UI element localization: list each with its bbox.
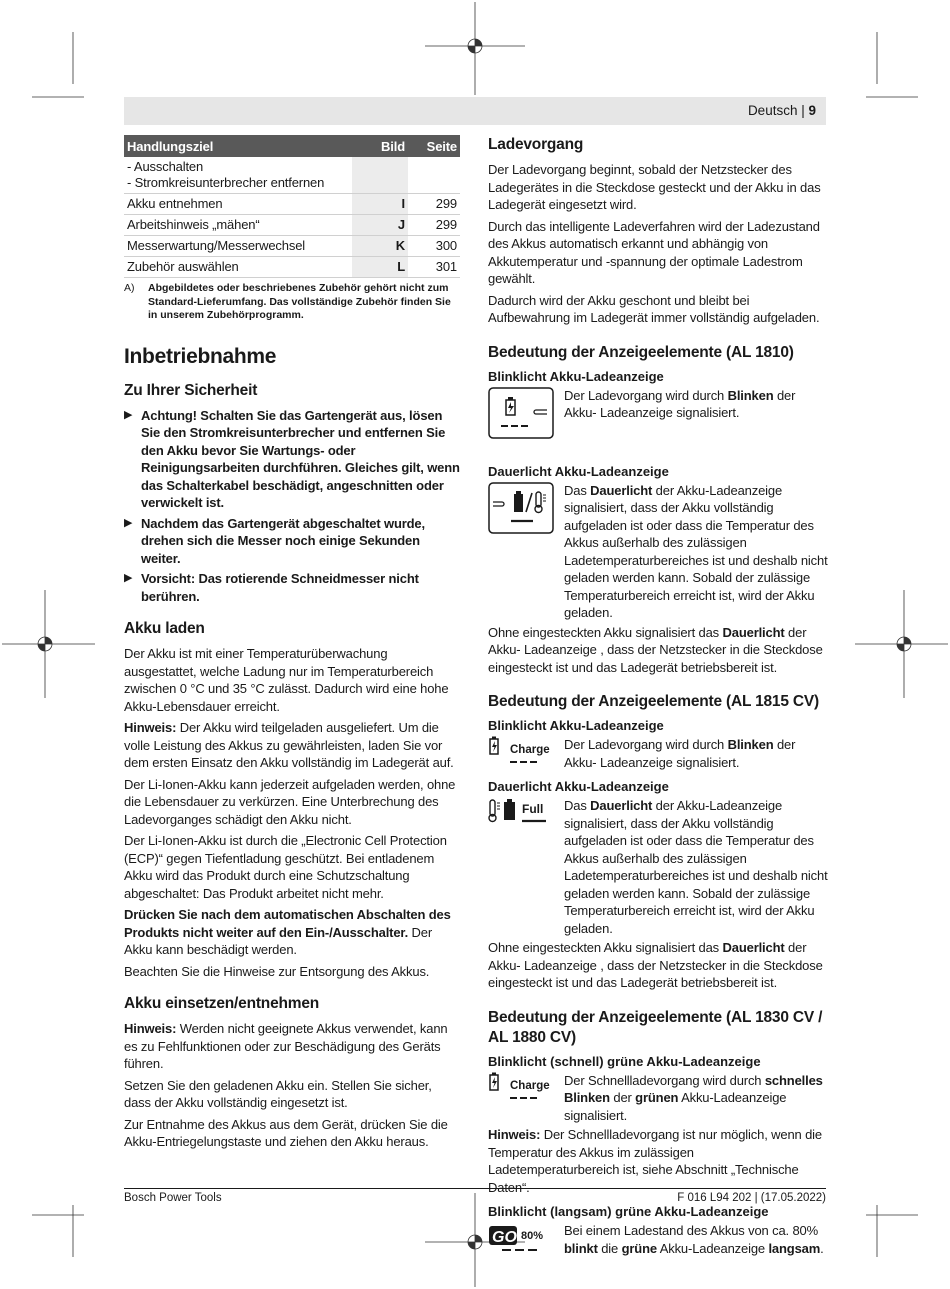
charge-note [124, 719, 460, 772]
table-cell-bild: I [352, 194, 408, 215]
text-bold: Dauerlicht [722, 624, 785, 640]
al1830-heading: Bedeutung der Anzeigeelemente (AL 1830 CV / AL 1880 CV) [488, 1008, 823, 1046]
text-part: Der Ladevorgang wird durch [564, 737, 728, 752]
charge-paragraph: Der Li-Ionen-Akku ist durch die „Electronic Cell Protection (ECP)“ gegen Tiefentladung geschützt. Bei entladenem Akku wird das Produkt durch eine Schutzschaltung abgeschaltet: Das Produkt arbeitet nicht mehr. [124, 833, 447, 901]
table-cell-goal: Zubehör auswählen [124, 257, 352, 278]
arrow-icon: ▶ [124, 572, 133, 584]
al1815-blink-text [564, 736, 828, 771]
text-part: die [597, 1240, 622, 1256]
al1810-blink-heading: Blinklicht Akku-Ladeanzeige [488, 368, 664, 384]
insert-heading: Akku einsetzen/entnehmen [124, 995, 320, 1012]
table-header-goal: Handlungsziel [124, 135, 352, 157]
charge-paragraph: Beachten Sie die Hinweise zur Entsorgung des Akkus. [124, 963, 430, 979]
ladevorgang-paragraph: Durch das intelligente Ladeverfahren wird der Ladezustand des Akkus automatisch erkannt und abhängig von Akkutemperatur und -spannung der optimale Ladestrom gewählt. [488, 218, 820, 286]
al1810-dauer-indicator [488, 482, 828, 622]
header-text: Deutsch | 9 [747, 103, 816, 118]
al1815-dauer-indicator [488, 797, 828, 937]
page-header [124, 97, 826, 125]
al1830-fast-heading: Blinklicht (schnell) grüne Akku-Ladeanzeige [488, 1053, 761, 1069]
insert-paragraph: Zur Entnahme des Akkus aus dem Gerät, drücken Sie die Akku-Entriegelungstaste und ziehen den Akku heraus. [124, 1116, 448, 1149]
table-cell-goal: - Ausschalten - Stromkreisunterbrecher entfernen [124, 157, 352, 194]
charge-paragraph: Der Akku ist mit einer Temperaturüberwachung ausgestattet, welche Ladung nur im Temperaturbereich zwischen 0 °C und 35 °C zulässt. Dadurch wird eine hohe Akku-Lebensdauer erreicht. [124, 646, 449, 714]
arrow-icon: ▶ [124, 516, 133, 529]
ladevorgang-paragraph: Der Ladevorgang beginnt, sobald der Netzstecker des Ladegerätes in die Steckdose gesteckt und der Akku in das Ladegerät eingesetzt wird. [488, 162, 821, 212]
text-part: Akku-Ladeanzeige signalisiert. [564, 1090, 787, 1123]
charger-blink-icon [488, 387, 556, 444]
table-row [124, 215, 460, 236]
al1815-dauer-text [564, 797, 828, 937]
text-part: Ohne eingesteckten Akku signalisiert das [488, 940, 723, 955]
warning-text: Nachdem das Gartengerät abgeschaltet wurde, drehen sich die Messer noch einige Sekunden weiter. [141, 515, 425, 566]
left-column [124, 135, 460, 1155]
table-footnote [124, 282, 460, 323]
table-cell-seite: 299 [408, 215, 460, 236]
full-steady-icon [488, 797, 556, 834]
table-cell-seite: 300 [408, 236, 460, 257]
text-part: der Akku- Ladeanzeige signalisiert. [564, 387, 796, 420]
right-column [488, 135, 828, 1265]
text-bold: Dauerlicht [590, 482, 653, 498]
charger-steady-icon [488, 482, 556, 539]
text-part: der Akku- Ladeanzeige , dass der Netzstecker in die Steckdose eingesteckt ist und das Ladegerät betriebsbereit ist. [488, 940, 823, 990]
text-part: Bei einem Ladestand des Akkus von ca. 80% [564, 1223, 819, 1238]
text-bold: langsam [768, 1240, 821, 1256]
al1810-blink-indicator [488, 387, 828, 444]
text-part: der Akku- Ladeanzeige , dass der Netzstecker in die Steckdose eingesteckt ist und das Ladegerät betriebsbereit ist. [488, 624, 823, 675]
text-part: Akku-Ladeanzeige [656, 1240, 769, 1256]
charge-warning [124, 906, 460, 959]
charge-paragraph: Der Li-Ionen-Akku kann jederzeit aufgeladen werden, ohne die Lebensdauer zu verkürzen. Eine Unterbrechung des Ladevorganges schädigt den Akku nicht. [124, 776, 456, 827]
warning-text: Vorsicht: Das rotierende Schneidmesser nicht berühren. [141, 571, 419, 604]
table-cell-bild: L [352, 257, 408, 278]
text-part: Das [564, 798, 591, 813]
text-bold: schnelles Blinken [564, 1072, 823, 1105]
charge-heading: Akku laden [124, 620, 205, 637]
al1810-dauer-heading: Dauerlicht Akku-Ladeanzeige [488, 463, 669, 479]
text-bold: grünen [635, 1090, 679, 1105]
arrow-icon: ▶ [124, 408, 133, 421]
table-cell-goal: Arbeitshinweis „mähen“ [124, 215, 352, 236]
table-row [124, 157, 460, 194]
full-label: Full [522, 802, 544, 816]
footnote-marker: A) [124, 282, 135, 294]
page-number: 9 [808, 103, 816, 118]
text-bold: Dauerlicht [722, 940, 785, 955]
text-part: der Akku- Ladeanzeige signalisiert. [564, 737, 796, 770]
note-text: Der Akku wird teilgeladen ausgeliefert. Um die volle Leistung des Akkus zu gewährleisten, laden Sie vor dem ersten Einsatz den Akku vollständig im Ladegerät auf. [124, 720, 454, 770]
text-part: Der Ladevorgang wird durch [564, 387, 728, 403]
warning-text: Achtung! Schalten Sie das Gartengerät aus, lösen Sie den Stromkreisunterbrecher und entfernen Sie den Akku bevor Sie Wartungs- oder Reinigungsarbeiten durchführen. Gleiches gilt, wenn das Schalterkabel beschädigt, angeschnitten oder verwickelt ist. [141, 407, 460, 510]
warning-rest: Der Akku kann beschädigt werden. [124, 924, 433, 957]
note-text: Der Schnellladevorgang ist nur möglich, wenn die Temperatur des Akkus im zulässigen Ladetemperaturbereich ist, siehe Abschnitt „Technische Daten“. [488, 1127, 822, 1195]
note-label: Hinweis: [124, 1021, 177, 1036]
section-title: Inbetriebnahme [124, 344, 277, 368]
al1830-slow-text [564, 1222, 828, 1257]
table-cell-seite [408, 157, 460, 194]
al1810-dauer-text [564, 482, 828, 622]
table-cell-seite: 299 [408, 194, 460, 215]
table-cell-bild [352, 157, 408, 194]
footer-brand: Bosch Power Tools [124, 1192, 222, 1204]
al1830-slow-indicator [488, 1222, 828, 1259]
text-bold: Dauerlicht [590, 798, 653, 813]
charge-label: Charge [510, 744, 550, 756]
text-part: Ohne eingesteckten Akku signalisiert das [488, 624, 723, 640]
warning-item [124, 407, 460, 512]
warning-item [124, 515, 460, 568]
table-cell-goal: Messerwartung/Messerwechsel [124, 236, 352, 257]
note-label: Hinweis: [488, 1127, 541, 1142]
table-cell-goal: Akku entnehmen [124, 194, 352, 215]
table-cell-bild: K [352, 236, 408, 257]
insert-note [124, 1020, 460, 1073]
text-part: der [609, 1090, 636, 1105]
al1810-ohne-paragraph [488, 624, 828, 677]
note-label: Hinweis: [124, 720, 177, 735]
al1815-blink-heading: Blinklicht Akku-Ladeanzeige [488, 718, 664, 733]
table-header-bild: Bild [352, 135, 408, 157]
al1830-fast-text [564, 1072, 828, 1125]
warning-list [124, 407, 460, 606]
text-bold: blinkt [564, 1240, 598, 1256]
al1830-hint-paragraph [488, 1126, 828, 1196]
safety-heading: Zu Ihrer Sicherheit [124, 381, 258, 399]
table-header-row [124, 135, 460, 157]
al1830-fast-indicator [488, 1072, 828, 1125]
ladevorgang-paragraph: Dadurch wird der Akku geschont und bleibt bei Aufbewahrung im Ladegerät immer vollständig aufgeladen. [488, 292, 820, 325]
go-80-slow-blink-icon [488, 1222, 556, 1259]
text-part: Das [564, 482, 591, 498]
charge-label: Charge [510, 1079, 550, 1092]
footer-divider [124, 1188, 826, 1189]
go-label: GO [492, 1229, 517, 1246]
footer-doc-id: F 016 L94 202 | (17.05.2022) [677, 1192, 826, 1204]
al1830-slow-heading: Blinklicht (langsam) grüne Akku-Ladeanzeige [488, 1204, 769, 1219]
al1815-heading: Bedeutung der Anzeigeelemente (AL 1815 CV) [488, 693, 819, 710]
charge-fast-blink-icon [488, 1072, 556, 1109]
header-section: Deutsch [747, 103, 798, 118]
text-part: der Akku-Ladeanzeige signalisiert, dass der Akku vollständig aufgeladen ist oder dass die Temperatur des Akkus außerhalb des zulässigen Ladetemperaturbereiches ist und deshalb nicht geladen werden kann. Sobald der zulässige Temperaturbereich erreicht ist, wird der Akku geladen. [564, 482, 828, 620]
warning-bold: Drücken Sie nach dem automatischen Abschalten des Produkts nicht weiter auf den Ein-/Ausschalter. [124, 907, 451, 940]
footnote-text: Abgebildetes oder beschriebenes Zubehör gehört nicht zum Standard-Lieferumfang. Das vollständige Zubehör finden Sie in unserem Zubehörprogramm. [148, 282, 451, 321]
table-cell-bild: J [352, 215, 408, 236]
table-row [124, 194, 460, 215]
al1815-blink-indicator [488, 736, 828, 773]
table-row [124, 257, 460, 278]
insert-paragraph: Setzen Sie den geladenen Akku ein. Stellen Sie sicher, dass der Akku vollständig eingesetzt ist. [124, 1077, 432, 1110]
table-row [124, 236, 460, 257]
table-cell-seite: 301 [408, 257, 460, 278]
al1815-ohne-paragraph [488, 939, 828, 992]
percent-label: 80% [521, 1230, 544, 1242]
text-part: . [820, 1240, 824, 1256]
text-part: Der Schnellladevorgang wird durch [564, 1072, 765, 1088]
action-table [124, 135, 460, 278]
warning-item [124, 570, 460, 605]
note-text: Werden nicht geeignete Akkus verwendet, kann es zu Fehlfunktionen oder zur Beschädigung des Geräts führen. [124, 1021, 448, 1071]
al1815-dauer-heading: Dauerlicht Akku-Ladeanzeige [488, 779, 669, 794]
al1810-blink-text [564, 387, 828, 422]
al1810-heading: Bedeutung der Anzeigeelemente (AL 1810) [488, 343, 794, 361]
text-bold: Blinken [727, 737, 774, 752]
text-bold: Blinken [727, 387, 774, 403]
text-bold: grüne [621, 1240, 657, 1256]
table-header-seite: Seite [408, 135, 460, 157]
charge-blink-icon [488, 736, 556, 773]
ladevorgang-heading: Ladevorgang [488, 136, 584, 153]
text-part: der Akku-Ladeanzeige signalisiert, dass der Akku vollständig aufgeladen ist oder dass die Temperatur des Akkus außerhalb des zulässigen Ladetemperaturbereiches ist und deshalb nicht geladen werden kann. Sobald der zulässige Temperaturbereich erreicht ist, wird der Akku geladen. [564, 798, 828, 936]
